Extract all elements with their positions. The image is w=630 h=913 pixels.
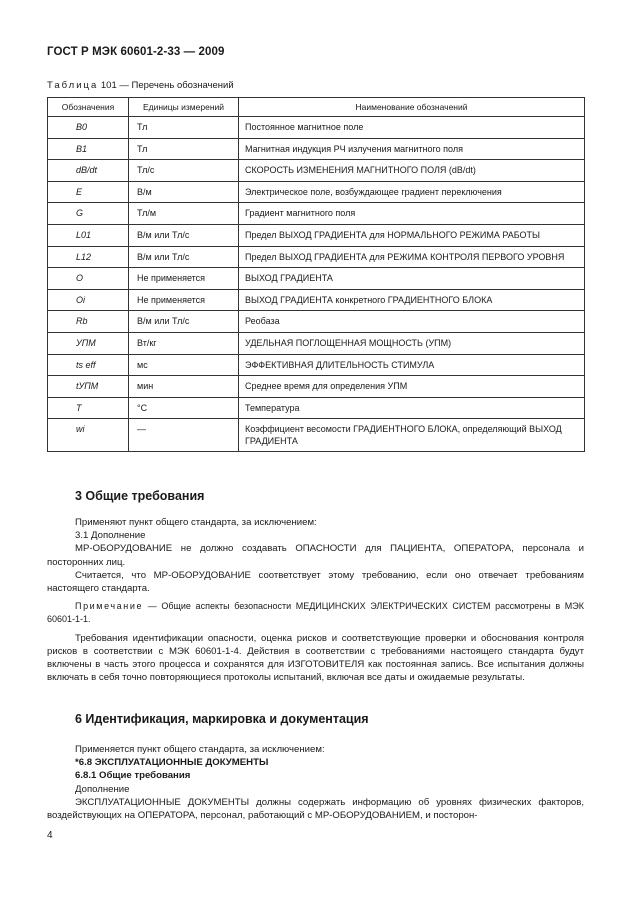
symbols-table xyxy=(47,97,585,452)
name-cell: Электрическое поле, возбуждающее градиент переключения xyxy=(239,181,585,203)
symbol-cell: B1 xyxy=(48,138,129,160)
subsection-label: *6.8 ЭКСПЛУАТАЦИОННЫЕ ДОКУМЕНТЫ xyxy=(75,757,269,769)
unit-cell: Тл/м xyxy=(129,203,239,225)
note-text: — Общие аспекты безопасности МЕДИЦИНСКИХ ЭЛЕКТРИЧЕСКИХ СИСТЕМ рассмотрены в МЭК 60601-1-1. xyxy=(47,601,584,625)
symbol-cell: B0 xyxy=(48,117,129,139)
unit-cell: мс xyxy=(129,354,239,376)
name-cell: Предел ВЫХОД ГРАДИЕНТА для НОРМАЛЬНОГО РЕЖИМА РАБОТЫ xyxy=(239,224,585,246)
table-row xyxy=(48,160,585,182)
paragraph: МР-ОБОРУДОВАНИЕ не должно создавать ОПАСНОСТИ для ПАЦИЕНТА, ОПЕРАТОРА, персонала и посторонних лиц. xyxy=(47,543,584,568)
table-header-row xyxy=(48,98,585,117)
table-row xyxy=(48,117,585,139)
name-cell: УДЕЛЬНАЯ ПОГЛОЩЕННАЯ МОЩНОСТЬ (УПМ) xyxy=(239,332,585,354)
table-row xyxy=(48,332,585,354)
unit-cell: Тл xyxy=(129,138,239,160)
table-row xyxy=(48,181,585,203)
table-caption-text: 101 — Перечень обозначений xyxy=(100,80,234,91)
unit-cell: °C xyxy=(129,397,239,419)
unit-cell: В/м или Тл/с xyxy=(129,246,239,268)
symbol-cell: ts eff xyxy=(48,354,129,376)
name-cell: Магнитная индукция РЧ излучения магнитного поля xyxy=(239,138,585,160)
table-row xyxy=(48,224,585,246)
name-cell: Коэффициент весомости ГРАДИЕНТНОГО БЛОКА, определяющий ВЫХОД ГРАДИЕНТА xyxy=(239,419,585,452)
table-row xyxy=(48,397,585,419)
paragraph: Применяется пункт общего стандарта, за исключением: xyxy=(75,744,325,755)
paragraph: Считается, что МР-ОБОРУДОВАНИЕ соответствует этому требованию, если оно отвечает требованиям настоящего стандарта. xyxy=(47,569,584,595)
unit-cell: В/м или Тл/с xyxy=(129,311,239,333)
name-cell: Среднее время для определения УПМ xyxy=(239,376,585,398)
table-row xyxy=(48,268,585,290)
section-3-body xyxy=(47,516,584,684)
note xyxy=(47,600,584,626)
column-header: Обозначения xyxy=(48,98,129,117)
symbol-cell: G xyxy=(48,203,129,225)
note-label: Примечание xyxy=(75,601,144,612)
paragraph: Применяют пункт общего стандарта, за исключением: xyxy=(75,517,317,528)
symbol-cell: L01 xyxy=(48,224,129,246)
unit-cell: Не применяется xyxy=(129,268,239,290)
name-cell: ВЫХОД ГРАДИЕНТА конкретного ГРАДИЕНТНОГО БЛОКА xyxy=(239,289,585,311)
name-cell: Градиент магнитного поля xyxy=(239,203,585,225)
table-row xyxy=(48,311,585,333)
section-3-heading: 3 Общие требования xyxy=(75,489,205,503)
name-cell: Предел ВЫХОД ГРАДИЕНТА для РЕЖИМА КОНТРОЛЯ ПЕРВОГО УРОВНЯ xyxy=(239,246,585,268)
unit-cell: Тл/с xyxy=(129,160,239,182)
unit-cell: Не применяется xyxy=(129,289,239,311)
symbol-cell: dB/dt xyxy=(48,160,129,182)
name-cell: ЭФФЕКТИВНАЯ ДЛИТЕЛЬНОСТЬ СТИМУЛА xyxy=(239,354,585,376)
symbol-cell: E xyxy=(48,181,129,203)
page-header: ГОСТ Р МЭК 60601-2-33 — 2009 xyxy=(47,46,225,58)
unit-cell: В/м или Тл/с xyxy=(129,224,239,246)
symbol-cell: УПМ xyxy=(48,332,129,354)
table-caption-label: Таблица xyxy=(47,80,99,91)
page-number: 4 xyxy=(47,830,53,841)
column-header: Наименование обозначений xyxy=(239,98,585,117)
paragraph: ЭКСПЛУАТАЦИОННЫЕ ДОКУМЕНТЫ должны содержать информацию об уровнях физических факторов, воздействующих на ОПЕРАТОРА, персонал, работающий с МР-ОБОРУДОВАНИЕМ, и посторон- xyxy=(47,796,584,822)
symbol-cell: wi xyxy=(48,419,129,452)
unit-cell: В/м xyxy=(129,181,239,203)
unit-cell: Тл xyxy=(129,117,239,139)
name-cell: ВЫХОД ГРАДИЕНТА xyxy=(239,268,585,290)
paragraph: Требования идентификации опасности, оценка рисков и соответствующие проверки и обоснования контроля рисков в соответствии с МЭК 60601-1-4. Действия в соответствии с требованиями настоящего стандарта будут включены в часть этого процесса и сохранятся для ИЗГОТОВИТЕЛЯ как постоянная запись. Все испытания должны включать в себя точно повторяющиеся протоколы испытаний, включая все даты и ожидаемые результаты. xyxy=(47,632,584,684)
paragraph: Дополнение xyxy=(75,783,130,795)
symbol-cell: T xyxy=(48,397,129,419)
unit-cell: — xyxy=(129,419,239,452)
symbol-cell: O xyxy=(48,268,129,290)
name-cell: СКОРОСТЬ ИЗМЕНЕНИЯ МАГНИТНОГО ПОЛЯ (dB/dt) xyxy=(239,160,585,182)
section-6-body xyxy=(47,743,584,822)
table-row xyxy=(48,138,585,160)
symbol-cell: tУПМ xyxy=(48,376,129,398)
name-cell: Реобаза xyxy=(239,311,585,333)
symbol-cell: Oi xyxy=(48,289,129,311)
name-cell: Постоянное магнитное поле xyxy=(239,117,585,139)
subsection-label: 3.1 Дополнение xyxy=(75,530,146,542)
unit-cell: мин xyxy=(129,376,239,398)
table-row xyxy=(48,203,585,225)
column-header: Единицы измерений xyxy=(129,98,239,117)
symbol-cell: Rb xyxy=(48,311,129,333)
table-caption xyxy=(47,80,234,91)
unit-cell: Вт/кг xyxy=(129,332,239,354)
section-6-heading: 6 Идентификация, маркировка и документация xyxy=(75,712,369,726)
table-row xyxy=(48,289,585,311)
subsection-label: 6.8.1 Общие требования xyxy=(75,770,191,782)
name-cell: Температура xyxy=(239,397,585,419)
table-row xyxy=(48,354,585,376)
table-row xyxy=(48,419,585,452)
table-row xyxy=(48,376,585,398)
table-row xyxy=(48,246,585,268)
symbol-cell: L12 xyxy=(48,246,129,268)
